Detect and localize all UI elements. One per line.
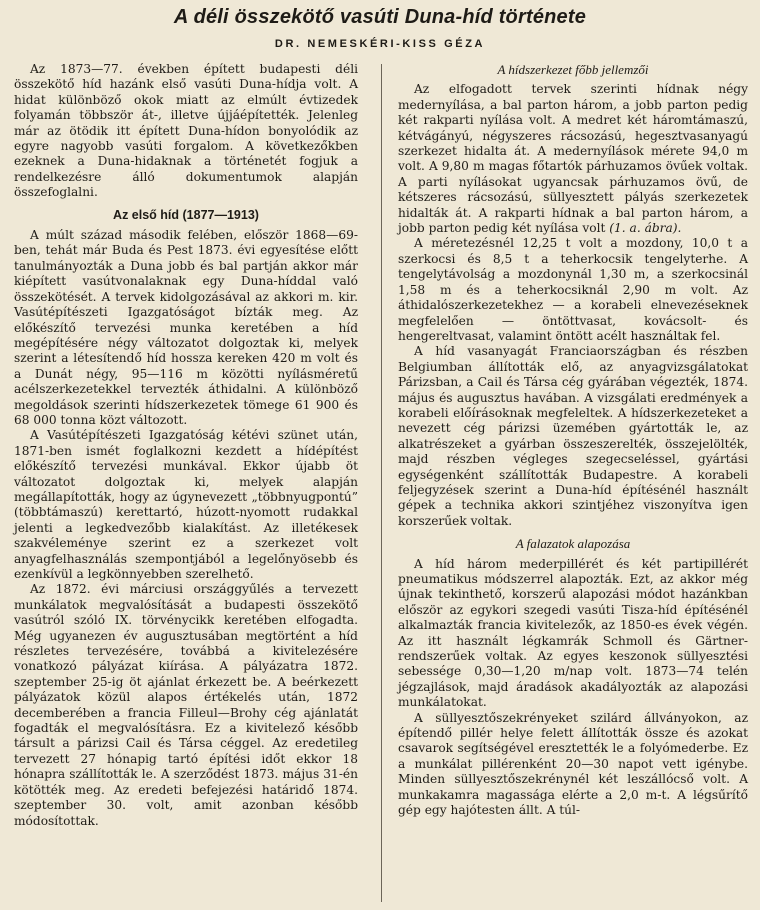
- paragraph: Az 1872. évi márciusi országgyűlés a tervezett munkálatok megvalósítását a budapesti összekötő vasútról szóló IX. törvénycikk keretében elfogadta. Még ugyanezen év augusztusában megtörtént a híd részletes tervezésére, továbbá a kivitelezésére vonatkozó pályázat kiírása. A pályázatra 1872. szeptember 25-ig öt ajánlat érkezett be. A beérkezett pályázatok közül alapos értékelés után, 1872 decemberében a francia Filleul—Brohy cég ajánlatát fogadták el megvalósításra. Ez a kivitelező később társult a párizsi Cail és Társa céggel. Az eredetileg tervezett 27 hónapig tartó építési időt ekkor 18 hónapra szállították le. A szerződést 1873. május 31-én kötötték meg. Az eredeti befejezési határidő 1874. szeptember 30. volt, amit azonban később módosítottak.: [14, 582, 358, 828]
- paragraph-text: Az elfogadott tervek szerinti hídnak négy medernyílása, a bal parton három, a jobb parton pedig két rakparti nyílása volt. A medret két háromtámaszú, kétvágányú, négyszeres rácsozású, hegesztvasanyagú szerkezet hidalta át. A medernyílások mérete 94,0 m volt. A 9,80 m magas főtartók párhuzamos övűek voltak. A parti nyílásokat ugyancsak párhuzamos övű, de kétszeres rácsozású, süllyesztett pályás szerkezetek hidalták át. A rakparti hídnak a bal parton három, a jobb parton pedig két nyílása volt: [398, 82, 748, 236]
- figure-reference: (1. a. ábra).: [609, 221, 682, 236]
- paragraph: A híd három mederpillérét és két partipillérét pneumatikus módszerrel alapozták. Ezt, az akkor még újnak tekinthető, korszerű alapozási módot hazánkban először az egykori szegedi vasúti Tisza-híd építésénél alkalmazták francia kivitelezők, az 1850-es évek végén. Az itt használt légkamrák Schmoll és Gärtner-rendszerűek voltak. Az egyes keszonok süllyesztési sebessége 0,30—1,20 m/nap volt. 1873—74 telén jégzajlások, majd áradások akadályozták az alapozási munkálatokat.: [398, 556, 748, 710]
- paragraph: A múlt század második felében, először 1868—69-ben, tehát már Buda és Pest 1873. évi egyesítése előtt tanulmányozták a Duna jobb és bal partján akkor már kiépített vasútvonalaknak egy Duna-híddal való összekötését. A tervek kidolgozásával az akkori m. kir. Vasútépítészeti Igazgatóságot bízták meg. Az előkészítő tervezési munka keretében a híd megépítésére négy változatot dolgoztak ki, melyek szerint a létesítendő híd hossza kereken 420 m volt és a Dunát négy, 95—116 m közötti nyílásméretű acélszerkezetekkel tervezték áthidalni. A különböző megoldások szerinti hídszerkezetek tömege 61 900 és 68 000 tonna közt változott.: [14, 228, 358, 427]
- column-divider: [381, 64, 382, 902]
- section-heading-first-bridge: Az első híd (1877—1913): [113, 207, 259, 222]
- article-title: A déli összekötő vasúti Duna-híd története: [173, 6, 587, 28]
- paragraph: A méretezésnél 12,25 t volt a mozdony, 10,0 t a szerkocsi és 8,5 t a teherkocsik tengelyterhe. A tengelytávolság a mozdonynál 1,30 m, a szerkocsinál 1,58 m és a teherkocsiknál 2,90 m volt. Az áthidalószerkezetekhez — a korabeli elnevezéseknek megfelelően — öntöttvasat, kovácsolt- és hengereltvasat, valamint öntött acélt használtak fel.: [398, 236, 748, 343]
- section-heading-foundations: A falazatok alapozása: [515, 536, 631, 552]
- paragraph: A híd vasanyagát Franciaországban és részben Belgiumban állították elő, az anyagvizsgálatokat Párizsban, a Cail és Társa cég gyárában végezték, 1874. május és augusztus havában. A vizsgálati eredmények a korabeli előírásoknak megfeleltek. A hídszerkezeteket a nevezett cég párizsi üzemében gyártották le, az alkatrészeket a gyárban összeszerelték, összejelölték, majd részben végleges szegecseléssel, gyártási egységenként szállították Budapestre. A korabeli feljegyzések szerint a Duna-híd építésénél használt gépek a technika akkori szintjéhez viszonyítva igen korszerűek voltak.: [398, 344, 748, 528]
- section-heading-structure: A hídszerkezet főbb jellemzői: [497, 62, 649, 77]
- intro-paragraph: Az 1873—77. években épített budapesti déli összekötő híd hazánk első vasúti Duna-hídja volt. A hidat különböző okok miatt az elmúlt évtizedek folyamán többször át-, illetve újjáépítették. Jelenleg már az ötödik itt épített Duna-hídon bonyolódik az egyre nagyobb vasúti forgalom. A következőkben ezeknek a Duna-hidaknak a történetét fogjuk a rendelkezésre álló dokumentumok alapján összefoglalni.: [14, 62, 358, 200]
- left-column: [14, 62, 358, 829]
- article-author: DR. NEMESKÉRI-KISS GÉZA: [274, 38, 486, 50]
- paragraph: A Vasútépítészeti Igazgatóság kétévi szünet után, 1871-ben ismét foglalkozni kezdett a hídépítést előkészítő tervezési munkával. Ekkor újabb öt változatot dolgoztak ki, melyek alapján megállapították, hogy az úgynevezett „többnyugpontú” (többtámaszú) kerettartó, húzott-nyomott rudakkal jelenti a legkedvezőbb kialakítást. Az illetékesek szakvéleménye szerint ez a szerkezet volt anyagfelhasználás szempontjából a legelőnyösebb és ezenkívül a legkönnyebben szerelhető.: [14, 428, 358, 581]
- right-column: [398, 62, 748, 819]
- paragraph: A süllyesztőszekrényeket szilárd állványokon, az építendő pillér helye felett állították össze és azokat csavarok segítségével eresztették le a folyómederbe. Ez a munkálat pillérenként 20—30 napot vett igénybe. Minden süllyesztőszekrénynél két leszállócső volt. A munkakamra magassága elérte a 2,0 m-t. A légsűrítő gép egy hajótesten állt. A túl-: [398, 710, 748, 818]
- paragraph: [398, 82, 748, 236]
